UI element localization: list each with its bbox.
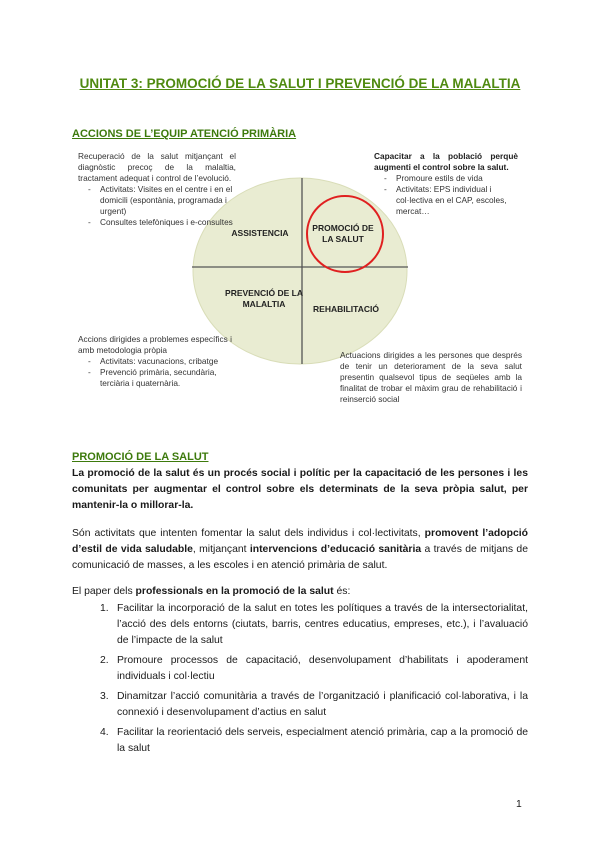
list-number: 4. [100, 727, 109, 738]
quadrant-rehabilitacio: REHABILITACIÓ [313, 304, 379, 314]
rehabilitacio-description: Actuacions dirigides a les persones que després de tenir un deteriorament de la seva salut presentin qualsevol tipus de seqüeles amb la finalitat de trobar el màxim grau de rehabilitació i reinserció social [340, 350, 522, 404]
section-heading-accions: ACCIONS DE L’EQUIP ATENCIÓ PRIMÀRIA [72, 128, 297, 140]
quadrant-assistencia: ASSISTENCIA [231, 228, 289, 238]
text-run: Són activitats que intenten fomentar la salut dels individus i col·lectivitats, [72, 528, 425, 539]
text-run: és: [333, 586, 351, 597]
list-item-text: Dinamitzar l’acció comunitària a través de l’organització i planificació col·laborativa, i la connexió i desenvolupament d’actius en salut [117, 691, 528, 718]
list-item: - Activitats: Visites en el centre i en el domicili (espontània, programada i urgent) [100, 184, 236, 217]
prevencio-text: Accions dirigides a problemes específics i amb metodologia pròpia [78, 334, 232, 355]
promocio-description [374, 151, 518, 217]
promotion-activities-paragraph [72, 526, 528, 574]
promocio-text: Capacitar a la població perquè augmenti el control sobre la salut. [374, 151, 518, 172]
text-run: a través de mitjans de comunicació de masses, a les escoles i en atenció primària de salut. [72, 544, 528, 571]
page-title: UNITAT 3: PROMOCIÓ DE LA SALUT I PREVENCIÓ DE LA MALALTIA [79, 76, 521, 91]
list-number: 2. [100, 655, 109, 666]
assistencia-description [78, 151, 236, 228]
text-run-bold: promovent l’adopció d’estil de vida saludable [72, 528, 528, 555]
text-run-bold: intervencions d’educació sanitària [249, 544, 422, 555]
list-item: - Consultes telefòniques i e-consultes [100, 217, 236, 228]
page-number: 1 [516, 799, 522, 810]
list-item [94, 601, 528, 649]
list-item: - Promoure estils de vida [396, 173, 518, 184]
promotion-definition: La promoció de la salut és un procés social i polític per la capacitació de les persones i les comunitats per augmentar el control sobre els determinats de la seva pròpia salut, per mantenir-la o millorar-la. [72, 468, 528, 511]
list-item: - Activitats: vacunacions, cribatge [100, 356, 232, 367]
professionals-role-intro [72, 584, 528, 600]
quadrant-promocio: PROMOCIÓ DE LA SALUT [312, 223, 374, 244]
list-item [94, 653, 528, 685]
text-run-bold: professionals en la promoció de la salut [135, 586, 334, 597]
list-number: 1. [100, 603, 109, 614]
text-run: , mitjançant [192, 544, 250, 555]
professionals-role-list [94, 601, 528, 761]
text-run: El paper dels [72, 586, 136, 597]
list-item: - Activitats: EPS individual i col·lectiva en el CAP, escoles, mercat… [396, 184, 518, 217]
list-item-text: Facilitar la incorporació de la salut en totes les polítiques a través de la intersectorialitat, l’acció des dels entorns (ciutats, barris, centres educatius, empreses, etc.), i l’avaluació de l’impacte de la salut [117, 603, 528, 646]
quadrant-prevencio: PREVENCIÓ DE LA MALALTIA [225, 288, 303, 309]
section-heading-promocio: PROMOCIÓ DE LA SALUT [72, 451, 209, 463]
list-item [94, 725, 528, 757]
assistencia-text: Recuperació de la salut mitjançant el diagnòstic precoç de la malaltia, tractament adequat i control de l’evolució. [78, 151, 236, 183]
list-item-text: Promoure processos de capacitació, desenvolupament d’habilitats i apoderament individuals i col·lectiu [117, 655, 528, 682]
list-item [94, 689, 528, 721]
list-item-text: Facilitar la reorientació dels serveis, especialment atenció primària, cap a la promoció de la salut [117, 727, 528, 754]
prevencio-description [78, 334, 232, 389]
list-item: - Prevenció primària, secundària, terciària i quaternària. [100, 367, 232, 389]
list-number: 3. [100, 691, 109, 702]
